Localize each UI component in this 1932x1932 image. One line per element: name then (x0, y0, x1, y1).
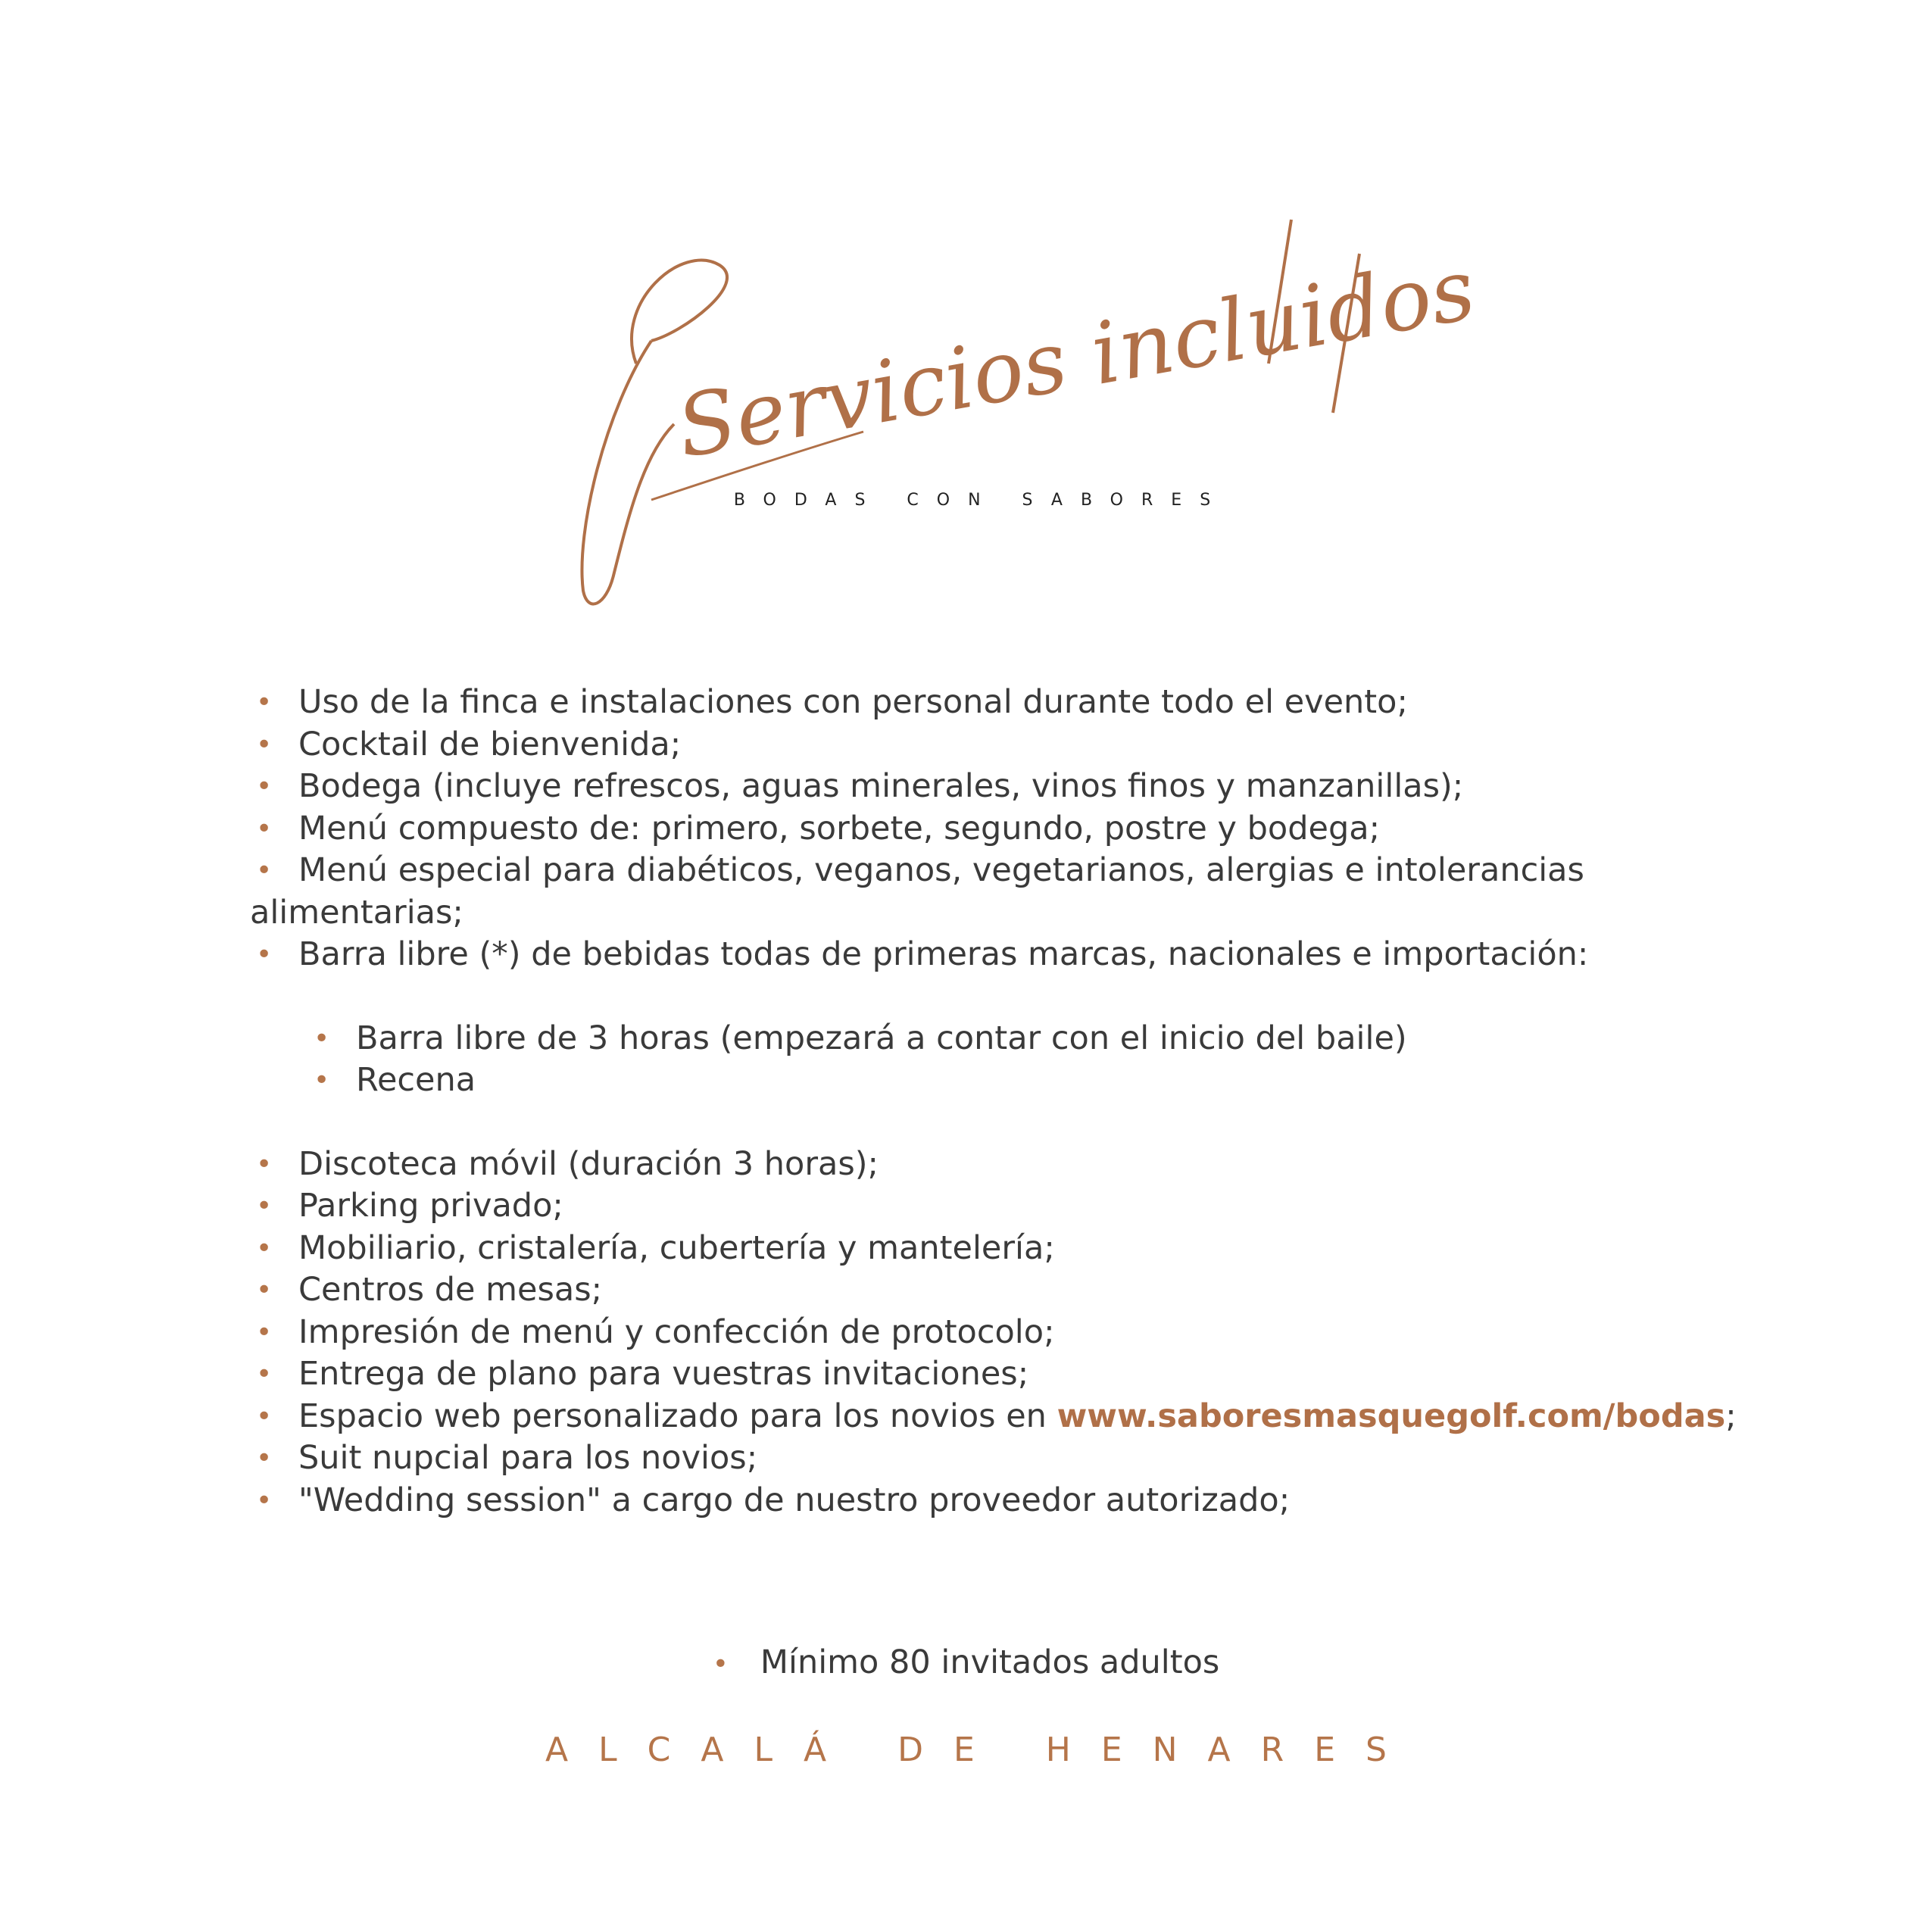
bullet-icon: • (256, 1275, 273, 1306)
bullet-icon: • (256, 1443, 273, 1474)
sublist-item: • Barra libre de 3 horas (empezará a contar con el inicio del baile) (250, 1018, 1727, 1060)
bullet-icon: • (256, 939, 273, 970)
footer-location: ALCALÁ DE HENARES (545, 1731, 1417, 1769)
bullet-icon: • (256, 1148, 273, 1180)
list-item: • Discoteca móvil (duración 3 horas); (250, 1144, 1727, 1186)
list-item: • Uso de la finca e instalaciones con personal durante todo el evento; (250, 682, 1727, 724)
bullet-icon: • (256, 1484, 273, 1516)
script-title (560, 212, 1482, 621)
list-item: • Impresión de menú y confección de protocolo; (250, 1312, 1727, 1354)
bullet-icon: • (314, 1022, 330, 1054)
bullet-icon: • (256, 1316, 273, 1348)
script-flourish-s-tail (582, 341, 674, 604)
script-title-text: Servicios incluidos (669, 240, 1482, 478)
list-item: • Menú especial para diabéticos, veganos, vegetarianos, alergias e intolerancias alimentarias; (250, 851, 1584, 932)
list-item: • Barra libre (*) de bebidas todas de primeras marcas, nacionales e importación: (250, 934, 1727, 976)
list-item: • "Wedding session" a cargo de nuestro proveedor autorizado; (250, 1480, 1727, 1522)
bullet-icon: • (256, 1400, 273, 1432)
bullet-icon: • (256, 1359, 273, 1390)
bullet-icon: • (256, 687, 273, 718)
list-item: • Mobiliario, cristalería, cubertería y mantelería; (250, 1228, 1727, 1270)
list-item: • Parking privado; (250, 1185, 1727, 1228)
list-item: • Suit nupcial para los novios; (250, 1437, 1727, 1480)
list-item: • Centros de mesas; (250, 1269, 1727, 1312)
bullet-icon: • (314, 1065, 330, 1096)
title-block (0, 0, 1932, 651)
bullet-icon: • (712, 1649, 729, 1680)
bullet-icon: • (256, 729, 273, 760)
services-list (250, 682, 1737, 1522)
minimum-guests: • Mínimo 80 invitados adultos (712, 1643, 1220, 1681)
subtitle: BODAS CON SABORES (733, 491, 1229, 510)
list-item: • Entrega de plano para vuestras invitaciones; (250, 1353, 1727, 1396)
list-item-web: • Espacio web personalizado para los novios en www.saboresmasquegolf.com/bodas; (250, 1396, 1727, 1438)
web-link[interactable]: www.saboresmasquegolf.com/bodas (1057, 1397, 1726, 1435)
bullet-icon: • (256, 855, 273, 886)
list-item: • Menú compuesto de: primero, sorbete, segundo, postre y bodega; (250, 808, 1727, 851)
sublist-item: • Recena (250, 1060, 1727, 1102)
list-item: • Bodega (incluye refrescos, aguas minerales, vinos finos y manzanillas); (250, 766, 1727, 808)
list-item: • Cocktail de bienvenida; (250, 724, 1727, 766)
bullet-icon: • (256, 813, 273, 844)
sublist (250, 1018, 1727, 1102)
bullet-icon: • (256, 771, 273, 802)
bullet-icon: • (256, 1191, 273, 1222)
bullet-icon: • (256, 1232, 273, 1264)
